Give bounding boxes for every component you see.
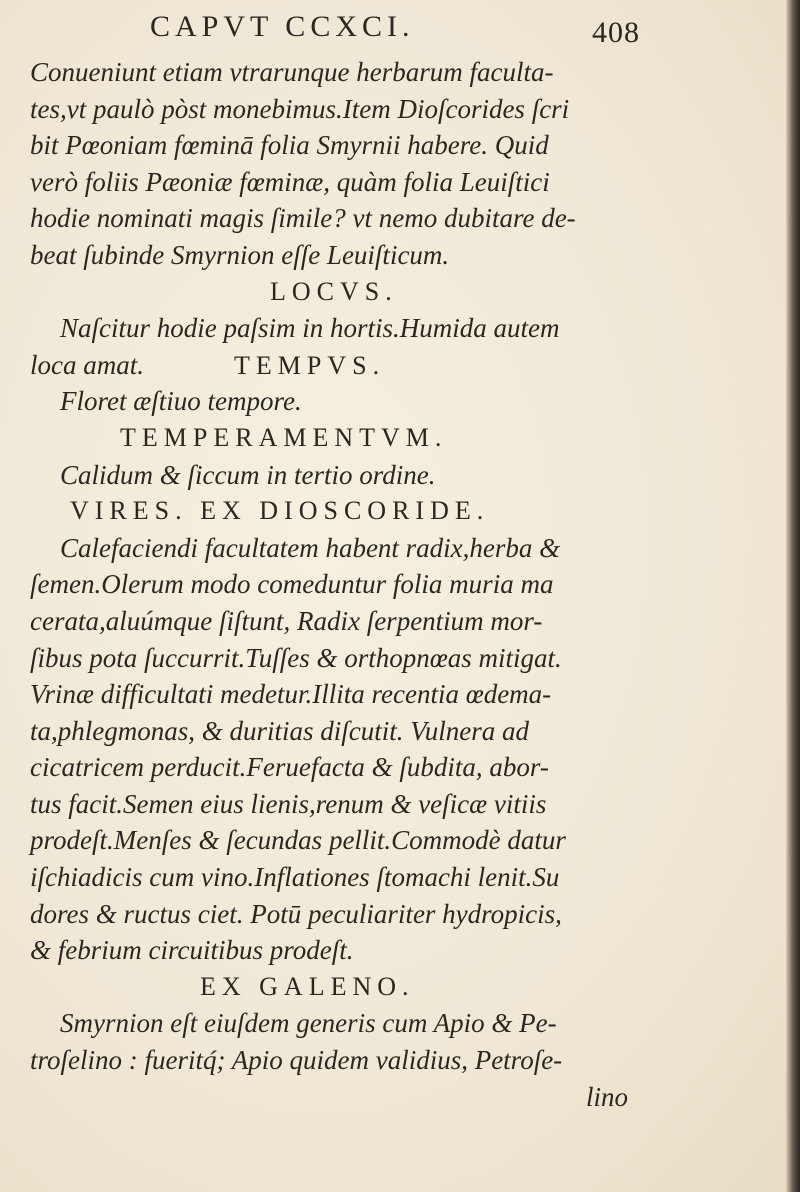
section-heading-locus: LOCVS.: [270, 276, 398, 306]
text-line: Conueniunt etiam vtrarunque herbarum faculta-: [30, 57, 554, 87]
text-line: Calefaciendi facultatem habent radix,herba &: [60, 532, 561, 563]
text-line: prodeſt.Menſes & ſecundas pellit.Commodè datur: [30, 825, 566, 856]
page-number: 408: [592, 16, 640, 49]
running-title: CAPVT CCXCI.: [150, 10, 415, 43]
text-line: cerata,aluúmque ſiſtunt, Radix ſerpentium mor-: [30, 605, 543, 636]
text-line: Smyrnion eſt eiuſdem generis cum Apio & Pe-: [60, 1008, 557, 1039]
text-line: hodie nominati magis ſimile? vt nemo dubitare de-: [30, 203, 576, 234]
section-heading-tempus: TEMPVS.: [234, 350, 386, 380]
text-line: & febrium circuitibus prodeſt.: [30, 935, 354, 966]
page-text: [30, 54, 770, 1115]
section-heading-galeno: EX GALENO.: [200, 971, 415, 1001]
page-header: [0, 4, 800, 50]
text-line: Calidum & ſiccum in tertio ordine.: [60, 459, 436, 490]
text-line: dores & ructus ciet. Potū peculiariter hydropicis,: [30, 898, 562, 929]
text-line: cicatricem perducit.Feruefacta & ſubdita, abor-: [30, 752, 549, 783]
book-spine-edge: [786, 0, 800, 1192]
text-line: Naſcitur hodie paſsim in hortis.Humida autem: [60, 313, 560, 344]
text-line: tus facit.Semen eius lienis,renum & veſicæ vitiis: [30, 788, 547, 819]
text-line: bit Pœoniam fœminā folia Smyrnii habere. Quid: [30, 130, 549, 161]
catchword: lino: [586, 1081, 629, 1112]
text-line: ſibus pota ſuccurrit.Tuſſes & orthopnœas mitigat.: [30, 642, 562, 673]
section-heading-vires: VIRES. EX DIOSCORIDE.: [70, 496, 490, 526]
section-heading-temperamentum: TEMPERAMENTVM.: [120, 422, 448, 452]
text-line-with-heading: [30, 347, 770, 384]
text-line: Floret æſtiuo tempore.: [60, 386, 302, 417]
text-line: verò foliis Pæoniæ fœminæ, quàm folia Leuiſtici: [30, 166, 550, 197]
text-line: ſemen.Olerum modo comeduntur folia muria ma: [30, 569, 554, 600]
text-line: troſelino : fueritq́; Apio quidem validius, Petroſe-: [30, 1045, 563, 1076]
text-line: tes,vt paulò pòst monebimus.Item Dioſcorides ſcri: [30, 93, 570, 124]
text-fragment: loca amat.: [30, 349, 144, 380]
text-line: ta,phlegmonas, & duritias diſcutit. Vulnera ad: [30, 715, 529, 746]
text-line: Vrinæ difficultati medetur.Illita recentia œdema-: [30, 679, 552, 710]
text-line: beat ſubinde Smyrnion eſſe Leuiſticum.: [30, 239, 450, 270]
text-line: iſchiadicis cum vino.Inflationes ſtomachi lenit.Su: [30, 862, 560, 893]
